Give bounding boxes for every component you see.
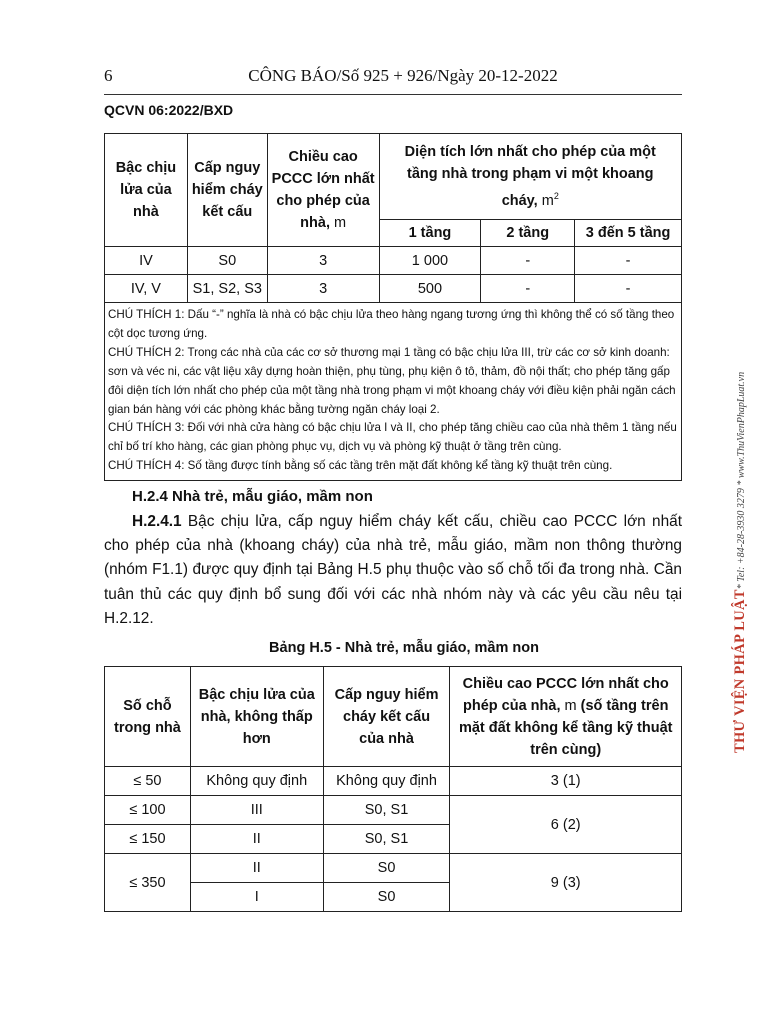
table-row: ≤ 150 II S0, S1	[105, 825, 682, 854]
table-row: ≤ 350 II S0 9 (3)	[105, 854, 682, 883]
header-max-height: Chiều cao PCCC lớn nhất cho phép của nhà, m (số tầng trên mặt đất không kể tầng kỹ thuật trên cùng)	[450, 667, 682, 767]
note-3: CHÚ THÍCH 3: Đối với nhà cửa hàng có bậc chịu lửa I và II, cho phép tăng chiều cao của nhà thêm 1 tầng nếu chỉ bố trí kho hàng, các gian phòng phục vụ, dịch vụ và phòng kỹ thuật ở tầng trên cùng.	[108, 421, 677, 454]
header-max-height: Chiều cao PCCC lớn nhất cho phép của nhà, m	[267, 134, 379, 247]
header-max-area: Diện tích lớn nhất cho phép của một tầng nhà trong phạm vi một khoang cháy, $m^2$	[379, 134, 681, 220]
section-heading: H.2.4 Nhà trẻ, mẫu giáo, mầm non	[132, 488, 373, 505]
table-row: ≤ 50 Không quy định Không quy định 3 (1)	[105, 767, 682, 796]
header-2-floors: 2 tầng	[481, 220, 575, 247]
header-3-5-floors: 3 đến 5 tầng	[575, 220, 682, 247]
header-fire-hazard: Cấp nguy hiểm cháy kết cấu của nhà	[323, 667, 450, 767]
header-seats: Số chỗ trong nhà	[105, 667, 191, 767]
header-fire-resistance: Bậc chịu lửa của nhà	[105, 134, 188, 247]
table-caption: Bảng H.5 - Nhà trẻ, mẫu giáo, mầm non	[269, 640, 539, 656]
note-4: CHÚ THÍCH 4: Số tầng được tính bằng số các tầng trên mặt đất không kể tầng kỹ thuật trên cùng.	[108, 459, 613, 473]
header-fire-resistance: Bậc chịu lửa của nhà, không thấp hơn	[190, 667, 323, 767]
fire-resistance-table	[104, 133, 682, 481]
table-notes	[105, 303, 682, 481]
gazette-title: CÔNG BÁO/Số 925 + 926/Ngày 20-12-2022	[248, 66, 558, 85]
kindergarten-table	[104, 666, 682, 912]
clause-number: H.2.4.1	[132, 513, 182, 530]
body-paragraph	[104, 510, 682, 631]
standard-code: QCVN 06:2022/BXD	[104, 102, 234, 118]
page-number: 6	[104, 66, 113, 85]
table-row: IV, V S1, S2, S3 3 500 - -	[105, 275, 682, 303]
clause-text: Bậc chịu lửa, cấp nguy hiểm cháy kết cấu, chiều cao PCCC lớn nhất cho phép của nhà (khoang cháy) của nhà trẻ, mẫu giáo, mầm non thông thường (nhóm F1.1) được quy định tại Bảng H.5 phụ thuộc vào số chỗ tối đa trong nhà. Cần tuân thủ các quy định bổ sung đối với các nhà nhóm này và các yêu cầu nêu tại H.2.12.	[104, 513, 682, 627]
note-2: CHÚ THÍCH 2: Trong các nhà của các cơ sở thương mại 1 tầng có bậc chịu lửa III, trừ các cơ sở kinh doanh: sơn và véc ni, các vật liệu xây dựng hoàn thiện, phụ tùng, phụ kiện ô tô, thảm, đồ nội thất; cho phép tăng gấp đôi diện tích lớn nhất cho phép của một tầng nhà trong phạm vi một khoang cháy với điều kiện phải ngăn cách gian bán hàng với các phòng khác bằng tường ngăn cháy loại 2.	[108, 345, 676, 416]
table-row: IV S0 3 1 000 - -	[105, 247, 682, 275]
header-fire-hazard: Cấp nguy hiểm cháy kết cấu	[187, 134, 267, 247]
watermark-brand: THƯ VIỆN PHÁP LUẬT	[732, 589, 748, 753]
table-row: I S0	[105, 883, 682, 912]
header-1-floor: 1 tầng	[379, 220, 481, 247]
page-header	[104, 64, 682, 95]
note-1: CHÚ THÍCH 1: Dấu “-” nghĩa là nhà có bậc chịu lửa theo hàng ngang tương ứng thì không thể có số tầng theo cột dọc tương ứng.	[108, 308, 675, 340]
watermark-contact: * Tel: +84-28-3930 3279 * www.ThuVienPhapLuat.vn	[736, 371, 747, 590]
table-row: ≤ 100 III S0, S1 6 (2)	[105, 796, 682, 825]
